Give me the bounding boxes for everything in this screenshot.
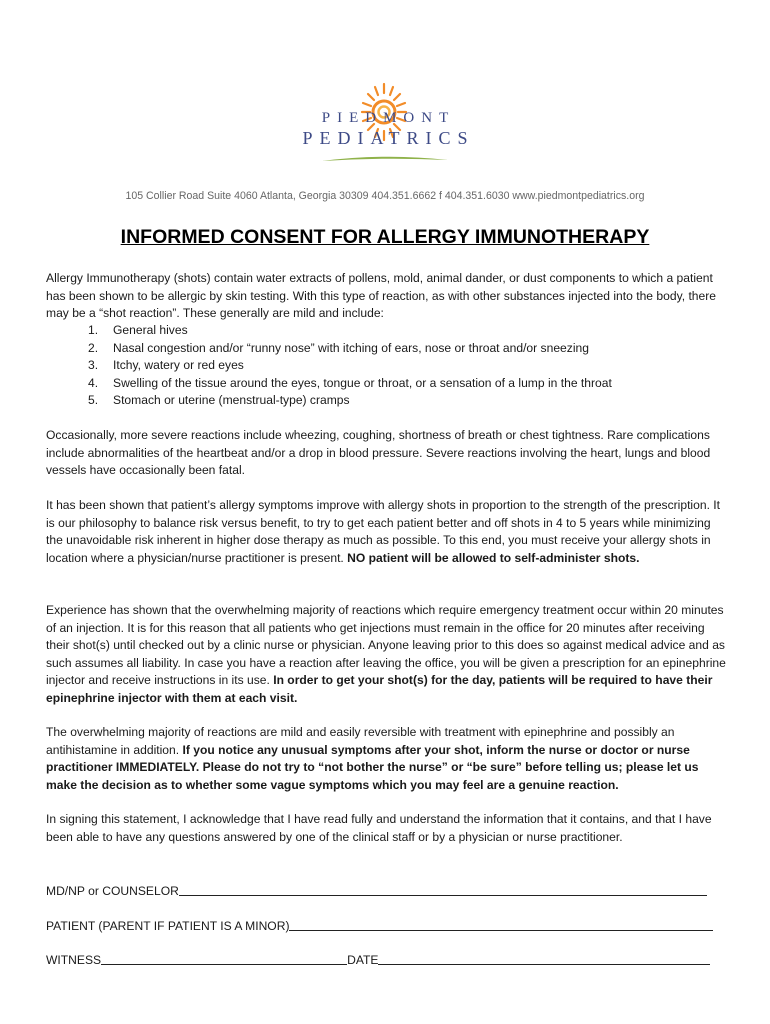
list-item: 1. General hives (88, 323, 188, 337)
list-item: 4. Swelling of the tissue around the eyes, tongue or throat, or a sensation of a lump in the throat (88, 375, 612, 390)
brand-name-top: PIEDMONT (321, 110, 456, 126)
date-label: DATE (347, 953, 379, 967)
patient-signature-field[interactable] (289, 918, 713, 931)
clinic-address: 105 Collier Road Suite 4060 Atlanta, Georgia 30309 404.351.6662 f 404.351.6030 www.piedmontpediatrics.org (125, 190, 645, 202)
counselor-signature-line[interactable] (46, 880, 707, 898)
swoosh-underline (320, 152, 450, 164)
witness-label: WITNESS (46, 953, 102, 967)
witness-signature-field[interactable] (101, 952, 347, 965)
date-field[interactable] (378, 952, 710, 965)
intro-paragraph: Allergy Immunotherapy (shots) contain water extracts of pollens, mold, animal dander, or dust components to which a patient has been shown to be allergic by skin testing. With this type of reaction, as with other substances injected into the body, there may be a “shot reaction”. These generally are mild and include: (46, 271, 717, 321)
reaction-list (88, 322, 708, 410)
severe-reactions-paragraph: Occasionally, more severe reactions include wheezing, coughing, shortness of breath or chest tightness. Rare complications include abnormalities of the heartbeat and/or a drop in blood pressure. Severe reactions involving the heart, lungs and blood vessels have occasionally been fatal. (46, 428, 711, 478)
mild-reactions-paragraph: The overwhelming majority of reactions are mild and easily reversible with treatment with epinephrine and possibly an antihistamine in addition. If you notice any unusual symptoms after your shot, inform the nurse or doctor or nurse practitioner IMMEDIATELY. Please do not try to “not bother the nurse” or “be sure” before telling us; please let us make the decision as to whether some vague symptoms which you may feel are a genuine reaction. (46, 725, 699, 792)
signing-paragraph: In signing this statement, I acknowledge that I have read fully and understand the information that it contains, and that I have been able to have any questions answered by one of the clinical staff or by a physician or nurse practitioner. (46, 812, 712, 844)
list-item: 3. Itchy, watery or red eyes (88, 358, 244, 373)
witness-signature-line[interactable] (46, 949, 710, 967)
patient-label: PATIENT (PARENT IF PATIENT IS A MINOR) (46, 919, 290, 933)
list-item: 5. Stomach or uterine (menstrual-type) cramps (88, 393, 350, 408)
piedmont-pediatrics-logo (0, 40, 770, 160)
page-title: INFORMED CONSENT FOR ALLERGY IMMUNOTHERAPY (120, 226, 650, 248)
counselor-label: MD/NP or COUNSELOR (46, 884, 179, 898)
counselor-signature-field[interactable] (179, 883, 707, 896)
patient-signature-line[interactable] (46, 915, 713, 933)
strength-paragraph: It has been shown that patient’s allergy symptoms improve with allergy shots in proportion to the strength of the prescription. It is our philosophy to balance risk versus benefit, to try to get each patient better and off shots in 4 to 5 years while minimizing the unavoidable risk inherent in higher dose therapy as much as possible. To this end, you must receive your allergy shots in location where a physician/nurse practitioner is present. NO patient will be allowed to self-administer shots. (46, 498, 721, 565)
list-item: 2. Nasal congestion and/or “runny nose” with itching of ears, nose or throat and/or sneezing (88, 340, 589, 355)
experience-paragraph: Experience has shown that the overwhelming majority of reactions which require emergency treatment occur within 20 minutes of an injection. It is for this reason that all patients who get injections must remain in the office for 20 minutes after receiving their shot(s) until checked out by a clinic nurse or physician. Anyone leaving prior to this does so against medical advice and as such assumes all liability. In case you have a reaction after leaving the office, you will be given a prescription for an epinephrine injector and receive instructions in its use. In order to get your shot(s) for the day, patients will be required to have their epinephrine injector with them at each visit. (46, 603, 726, 705)
brand-name-bottom: PEDIATRICS (302, 128, 475, 148)
